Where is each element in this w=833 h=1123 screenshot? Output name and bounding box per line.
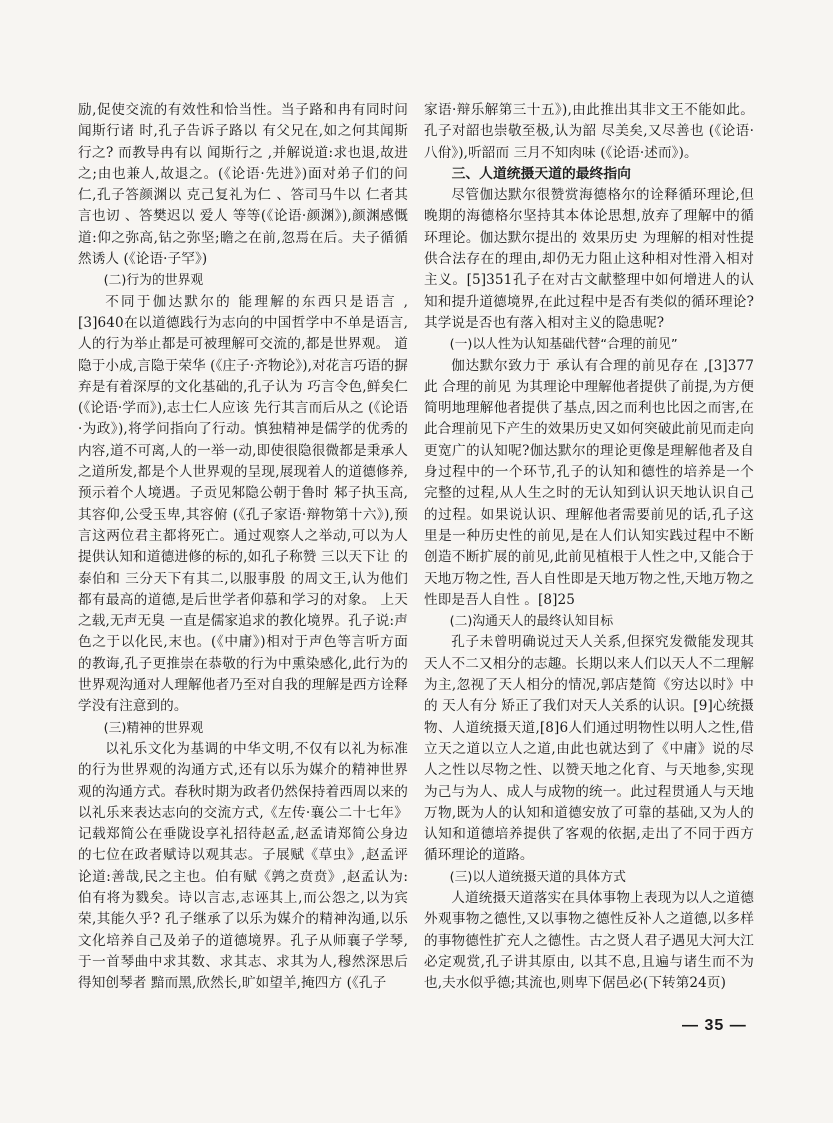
page-number: — 35 — (682, 1017, 747, 1034)
section-heading: 三、人道统摄天道的最终指向 (451, 165, 631, 182)
paragraph: 以礼乐文化为基调的中华文明,不仅有以礼为标准的行为世界观的沟通方式,还有以乐为媒介的精神世界观的沟通方式。春秋时期为政者仍然保持着西周以来的以礼乐来表达志向的交流方式,《左传·襄公二十七年》记载郑简公在垂陇设享礼招待赵孟,赵孟请郑简公身边的七位在政者赋诗以观其志。子展赋《草虫》,赵孟评论道:善哉,民之主也。伯有赋《鹑之贲贲》,赵孟认为:伯有将为戮矣。诗以言志,志诬其上,而公怨之,以为宾荣,其能久乎? 孔子继承了以乐为媒介的精神沟通,以乐文化培养自己及弟子的道德境界。孔子从师襄子学琴,于一首琴曲中求其数、求其志、求其为人,穆然深思后得知创琴者 黯而黑,欣然长,旷如望羊,掩四方 (《孔子 (78, 740, 408, 992)
paragraph: 人道统摄天道落实在具体事物上表现为以人之道德外观事物之德性,又以事物之德性反补人之道德,以多样的事物德性扩充人之德性。古之贤人君子遇见大河大江必定观赏,孔子讲其原由, 以其不息,且遍与诸生而不为也,夫水似乎德;其流也,则卑下倨邑必(下转第24页) (424, 889, 754, 992)
subsection-heading: (一)以人性为认知基础代替“合理的前见” (449, 337, 678, 353)
subsection-heading: (三)精神的世界观 (103, 720, 204, 736)
paragraph: 伽达默尔致力于 承认有合理的前见存在 ,[3]377此 合理的前见 为其理论中理解他者提供了前提,为方便简明地理解他者提供了基点,因之而利也比因之而害,在此合理前见下产生的效果历史又如何突破此前见而走向更宽广的认知呢?伽达默尔的理论更像是理解他者及自身过程中的一个环节,孔子的认知和德性的培养是一个完整的过程,从人生之时的无认知到认识天地认识自己的过程。如果说认识、理解他者需要前见的话,孔子这里是一种历史性的前见,是在人们认知实践过程中不断创造不断扩展的前见,此前见植根于人性之中,又能合于天地万物之性, 吾人自性即是天地万物之性,天地万物之性即是吾人自性 。[8]25 (424, 357, 754, 608)
right-column (424, 100, 754, 994)
left-column (78, 100, 408, 994)
paragraph: 尽管伽达默尔很赞赏海德格尔的诠释循环理论,但晚期的海德格尔坚持其本体论思想,放弃了理解中的循环理论。伽达默尔提出的 效果历史 为理解的相对性提供合法存在的理由,却仍无力阻止这种相对性滑入相对主义。[5]351孔子在对古文献整理中如何增进人的认知和提升道德境界,在此过程中是否有类似的循环理论?其学说是否也有落入相对主义的隐患呢? (424, 187, 754, 331)
subsection-heading: (二)沟通天人的最终认知目标 (449, 614, 614, 630)
paragraph: 励,促使交流的有效性和恰当性。当子路和冉有同时问 闻斯行诸 时,孔子告诉子路以 有父兄在,如之何其闻斯行之? 而教导冉有以 闻斯行之 ,并解说道:求也退,故进之;由也兼人,故退之。(《论语·先进》)面对弟子们的问仁,孔子答颜渊以 克己复礼为仁 、答司马牛以 仁者其言也讱 、答樊迟以 爱人 等等(《论语·颜渊》),颜渊感慨道:仰之弥高,钻之弥坚;瞻之在前,忽焉在后。夫子循循然诱人 (《论语·子罕》) (78, 102, 408, 268)
subsection-heading: (三)以人道统摄天道的具体方式 (449, 869, 626, 885)
subsection-heading: (二)行为的世界观 (103, 273, 204, 289)
paragraph: 不同于伽达默尔的 能理解的东西只是语言 ,[3]640在以道德践行为志向的中国哲学中不单是语言,人的行为举止都是可被理解可交流的,都是世界观。 道隐于小成,言隐于荣华 (《庄子·齐物论》),对花言巧语的摒弃是有着深厚的文化基础的,孔子认为 巧言令色,鲜矣仁 (《论语·学而》),志士仁人应该 先行其言而后从之 (《论语·为政》),将学问指向了行动。慎独精神是儒学的优秀的内容,道不可离,人的一举一动,即使很隐很微都是秉承人之道所发,都是个人世界观的呈现,展现着人的道德修养,预示着个人境遇。子贡见邾隐公朝于鲁时 邾子执玉高,其容仰,公受玉卑,其容俯 (《孔子家语·辩物第十六》),预言这两位君主都将死亡。通过观察人之举动,可以为人提供认知和道德进修的标的,如孔子称赞 三以天下让 的泰伯和 三分天下有其二,以服事殷 的周文王,认为他们都有最高的道德,是后世学者仰慕和学习的对象。 上天之载,无声无臭 一直是儒家追求的教化境界。孔子说:声色之于以化民,末也。(《中庸》)相对于声色等言听方面的教诲,孔子更推崇在恭敬的行为中熏染感化,此行为的世界观沟通对人理解他者乃至对自我的理解是西方诠释学没有注意到的。 (78, 293, 408, 715)
paragraph: 孔子未曾明确说过天人关系,但探究发微能发现其天人不二又相分的志趣。长期以来人们以天人不二理解为主,忽视了天人相分的情况,郭店楚简《穷达以时》中的 天人有分 矫正了我们对天人关系的认识。[9]心统摄物、人道统摄天道,[8]6人们通过明物性以明人之性,借立天之道以立人之道,由此也就达到了《中庸》说的尽人之性以尽物之性、以赞天地之化育、与天地参,实现为己与为人、成人与成物的统一。此过程贯通人与天地万物,既为人的认知和道德安放了可靠的基础,又为人的认知和道德培养提供了客观的依据,走出了不同于西方循环理论的道路。 (424, 634, 754, 864)
paragraph: 家语·辩乐解第三十五》),由此推出其非文王不能如此。孔子对韶也崇敬至极,认为韶 尽美矣,又尽善也 (《论语·八佾》),听韶而 三月不知肉味 (《论语·述而》)。 (424, 102, 754, 161)
